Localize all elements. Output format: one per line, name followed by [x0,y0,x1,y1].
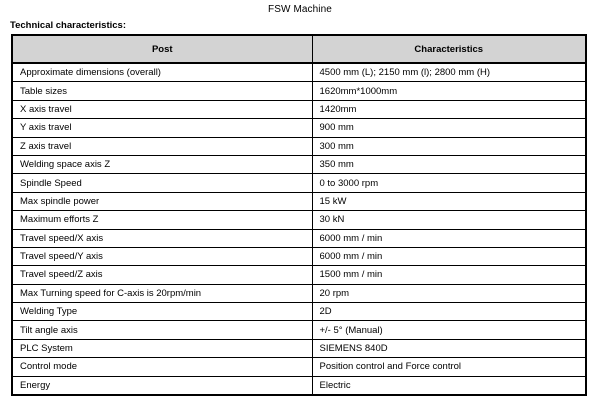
table-row [12,211,586,229]
table-header-row [12,35,586,63]
table-header [12,35,586,63]
post-cell: PLC System [12,339,312,357]
table-row [12,229,586,247]
characteristics-cell: 900 mm [312,119,586,137]
table-row [12,247,586,265]
post-cell: Control mode [12,358,312,376]
post-cell: Maximum efforts Z [12,211,312,229]
characteristics-cell: Position control and Force control [312,358,586,376]
table-row [12,155,586,173]
table-row [12,266,586,284]
characteristics-cell: 20 rpm [312,284,586,302]
post-cell: Travel speed/Z axis [12,266,312,284]
table-row [12,339,586,357]
post-cell: Table sizes [12,82,312,100]
post-cell: Tilt angle axis [12,321,312,339]
post-cell: Travel speed/X axis [12,229,312,247]
table-row [12,358,586,376]
table-row [12,137,586,155]
characteristics-cell: 0 to 3000 rpm [312,174,586,192]
characteristics-cell: 1620mm*1000mm [312,82,586,100]
post-cell: Max Turning speed for C-axis is 20rpm/min [12,284,312,302]
page-title: FSW Machine [268,4,332,15]
post-cell: Spindle Speed [12,174,312,192]
post-cell: Approximate dimensions (overall) [12,63,312,82]
characteristics-cell: Electric [312,376,586,395]
post-cell: Travel speed/Y axis [12,247,312,265]
characteristics-cell: 4500 mm (L); 2150 mm (l); 2800 mm (H) [312,63,586,82]
table-row [12,376,586,395]
characteristics-cell: +/- 5° (Manual) [312,321,586,339]
table-row [12,63,586,82]
characteristics-cell: 6000 mm / min [312,229,586,247]
post-cell: Z axis travel [12,137,312,155]
post-cell: Welding space axis Z [12,155,312,173]
characteristics-cell: 1420mm [312,100,586,118]
characteristics-cell: 300 mm [312,137,586,155]
characteristics-cell: 350 mm [312,155,586,173]
characteristics-cell: SIEMENS 840D [312,339,586,357]
table-row [12,119,586,137]
table-row [12,284,586,302]
post-cell: Max spindle power [12,192,312,210]
column-header-post: Post [12,35,312,63]
post-cell: Y axis travel [12,119,312,137]
column-header-characteristics: Characteristics [312,35,586,63]
table-row [12,174,586,192]
post-cell: X axis travel [12,100,312,118]
characteristics-cell: 6000 mm / min [312,247,586,265]
characteristics-cell: 1500 mm / min [312,266,586,284]
table-row [12,321,586,339]
table-row [12,303,586,321]
characteristics-table [11,34,587,396]
table-row [12,192,586,210]
post-cell: Energy [12,376,312,395]
table-row [12,100,586,118]
characteristics-cell: 15 kW [312,192,586,210]
characteristics-cell: 2D [312,303,586,321]
characteristics-cell: 30 kN [312,211,586,229]
section-label: Technical characteristics: [10,20,126,31]
table-row [12,82,586,100]
post-cell: Welding Type [12,303,312,321]
table-body [12,63,586,395]
